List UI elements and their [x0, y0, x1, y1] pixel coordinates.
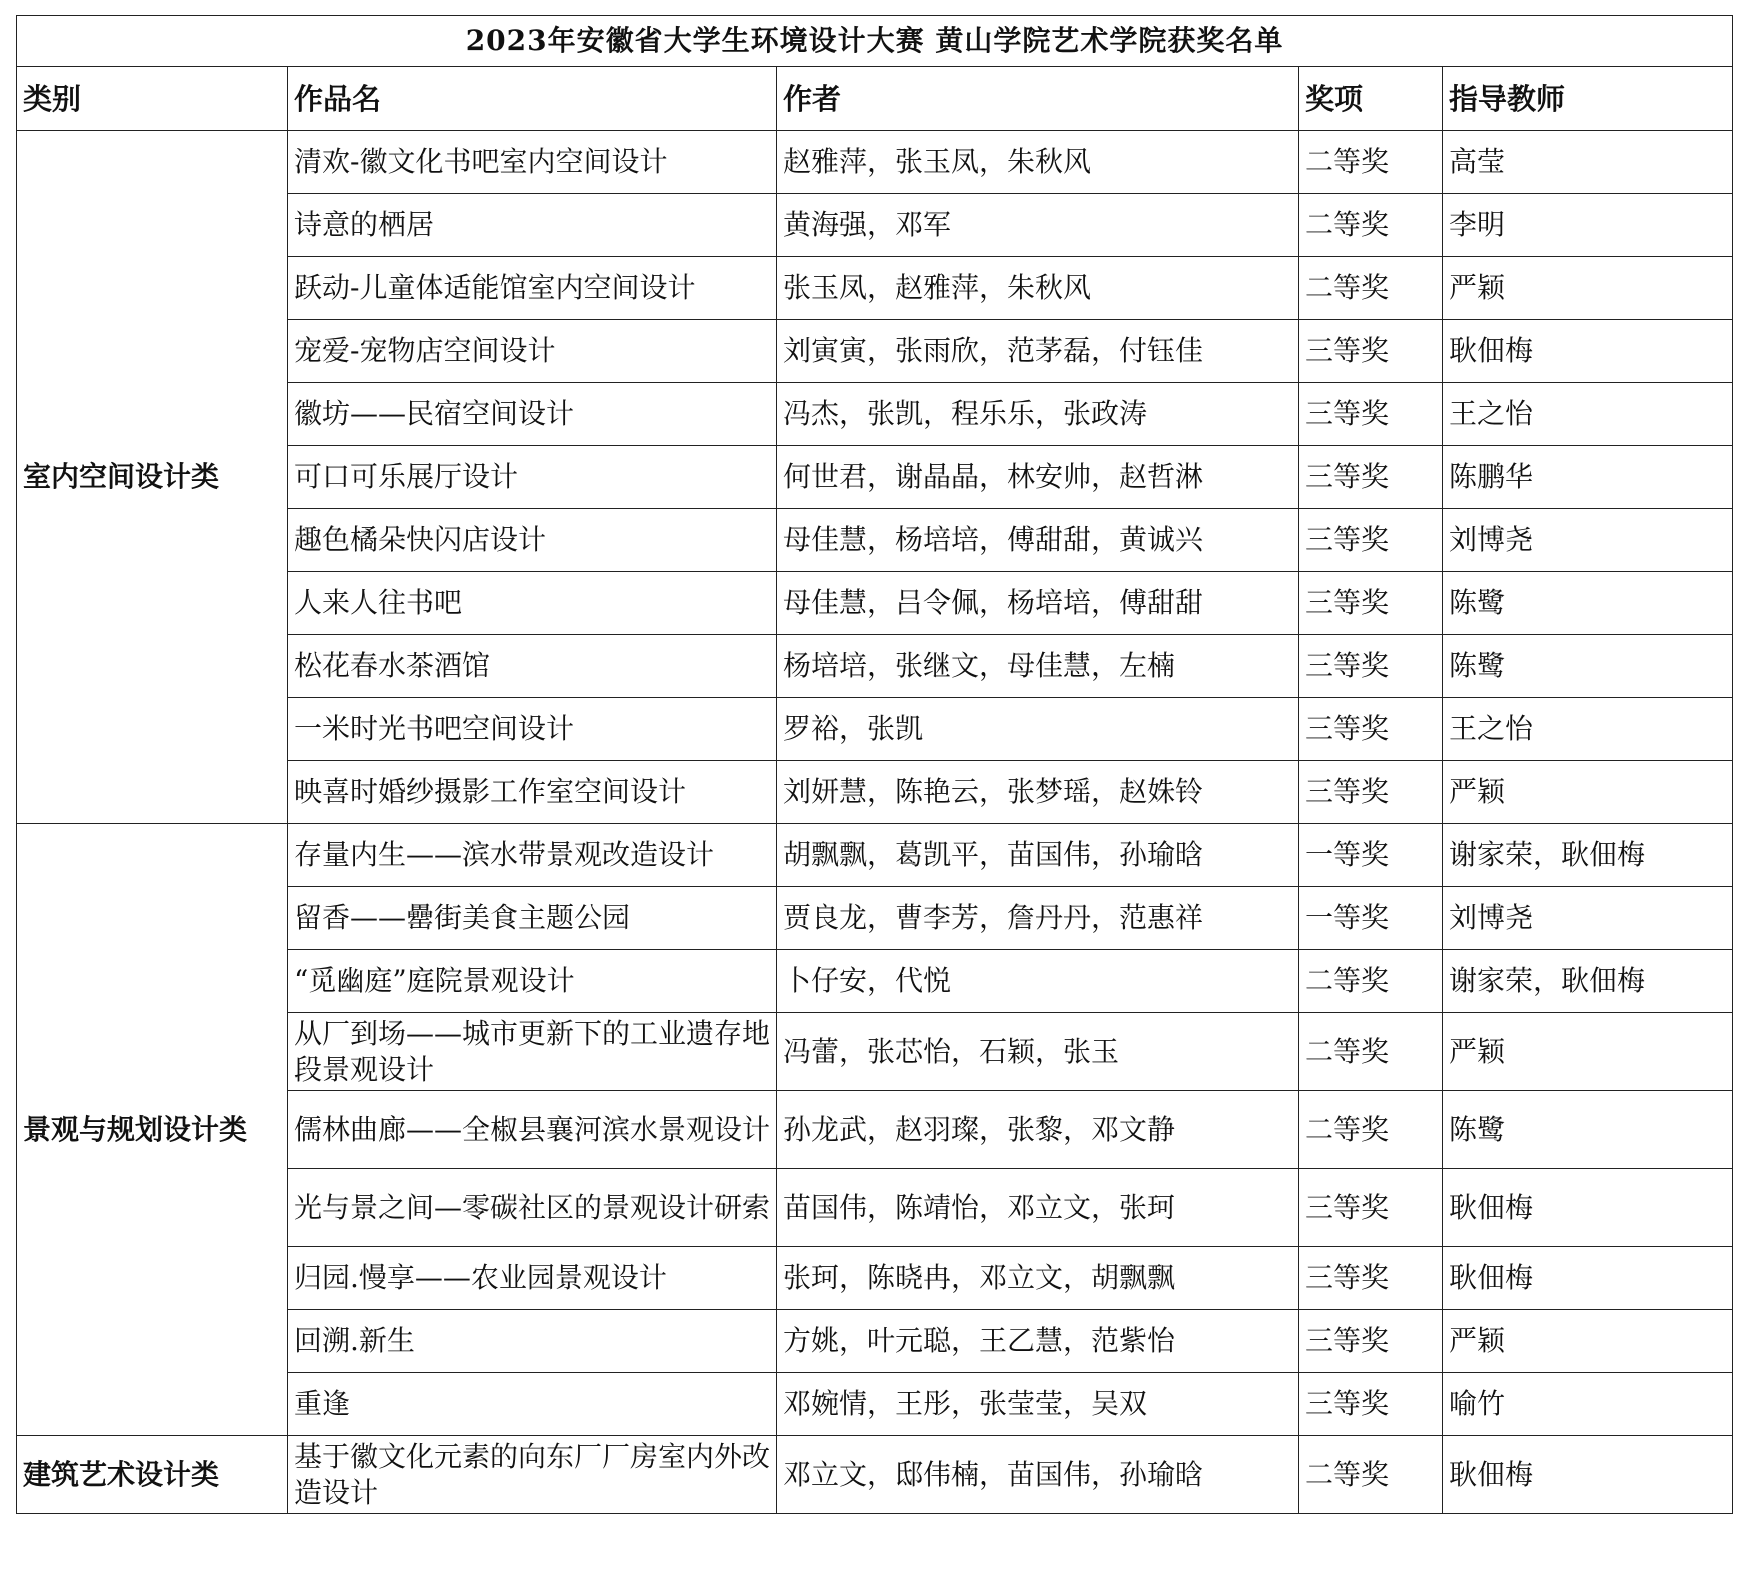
table-title: 2023年安徽省大学生环境设计大赛 黄山学院艺术学院获奖名单	[17, 16, 1733, 67]
work-name-cell: “觅幽庭”庭院景观设计	[288, 950, 777, 1013]
authors-cell: 母佳慧，吕令佩，杨培培，傅甜甜	[777, 572, 1299, 635]
award-cell: 三等奖	[1299, 635, 1443, 698]
table-row	[17, 1436, 1733, 1514]
teacher-cell: 陈鹭	[1443, 572, 1733, 635]
authors-cell: 罗裕，张凯	[777, 698, 1299, 761]
work-name-cell: 清欢-徽文化书吧室内空间设计	[288, 131, 777, 194]
authors-cell: 母佳慧，杨培培，傅甜甜，黄诚兴	[777, 509, 1299, 572]
work-name-cell: 儒林曲廊——全椒县襄河滨水景观设计	[288, 1091, 777, 1169]
authors-cell: 邓婉情，王彤，张莹莹，吴双	[777, 1373, 1299, 1436]
title-row	[17, 16, 1733, 67]
category-cell: 室内空间设计类	[17, 131, 288, 824]
authors-cell: 刘妍慧，陈艳云，张梦瑶，赵姝铃	[777, 761, 1299, 824]
authors-cell: 杨培培，张继文，母佳慧，左楠	[777, 635, 1299, 698]
award-cell: 三等奖	[1299, 383, 1443, 446]
work-name-cell: 可口可乐展厅设计	[288, 446, 777, 509]
award-cell: 三等奖	[1299, 761, 1443, 824]
teacher-cell: 王之怡	[1443, 698, 1733, 761]
award-cell: 三等奖	[1299, 320, 1443, 383]
category-cell: 景观与规划设计类	[17, 824, 288, 1436]
authors-cell: 贾良龙，曹李芳，詹丹丹，范惠祥	[777, 887, 1299, 950]
award-table	[16, 15, 1733, 1514]
work-name-cell: 趣色橘朵快闪店设计	[288, 509, 777, 572]
work-name-cell: 徽坊——民宿空间设计	[288, 383, 777, 446]
teacher-cell: 谢家荣，耿佃梅	[1443, 950, 1733, 1013]
authors-cell: 胡飘飘，葛凯平，苗国伟，孙瑜晗	[777, 824, 1299, 887]
authors-cell: 邓立文，邸伟楠，苗国伟，孙瑜晗	[777, 1436, 1299, 1514]
teacher-cell: 陈鹭	[1443, 635, 1733, 698]
award-cell: 三等奖	[1299, 1169, 1443, 1247]
work-name-cell: 一米时光书吧空间设计	[288, 698, 777, 761]
authors-cell: 冯蕾，张芯怡，石颖，张玉	[777, 1013, 1299, 1091]
teacher-cell: 刘博尧	[1443, 509, 1733, 572]
authors-cell: 张珂，陈晓冉，邓立文，胡飘飘	[777, 1247, 1299, 1310]
header-work-name: 作品名	[288, 67, 777, 131]
header-authors: 作者	[777, 67, 1299, 131]
authors-cell: 方姚，叶元聪，王乙慧，范紫怡	[777, 1310, 1299, 1373]
teacher-cell: 陈鹏华	[1443, 446, 1733, 509]
award-cell: 三等奖	[1299, 509, 1443, 572]
teacher-cell: 严颖	[1443, 1310, 1733, 1373]
authors-cell: 张玉凤，赵雅萍，朱秋风	[777, 257, 1299, 320]
award-cell: 二等奖	[1299, 1436, 1443, 1514]
header-category: 类别	[17, 67, 288, 131]
work-name-cell: 映喜时婚纱摄影工作室空间设计	[288, 761, 777, 824]
table-row	[17, 131, 1733, 194]
authors-cell: 苗国伟，陈靖怡，邓立文，张珂	[777, 1169, 1299, 1247]
work-name-cell: 重逢	[288, 1373, 777, 1436]
teacher-cell: 刘博尧	[1443, 887, 1733, 950]
work-name-cell: 光与景之间—零碳社区的景观设计研索	[288, 1169, 777, 1247]
award-cell: 二等奖	[1299, 131, 1443, 194]
award-cell: 三等奖	[1299, 446, 1443, 509]
header-row	[17, 67, 1733, 131]
work-name-cell: 诗意的栖居	[288, 194, 777, 257]
award-cell: 三等奖	[1299, 1247, 1443, 1310]
header-teacher: 指导教师	[1443, 67, 1733, 131]
work-name-cell: 从厂到场——城市更新下的工业遗存地段景观设计	[288, 1013, 777, 1091]
teacher-cell: 喻竹	[1443, 1373, 1733, 1436]
award-cell: 一等奖	[1299, 887, 1443, 950]
teacher-cell: 谢家荣，耿佃梅	[1443, 824, 1733, 887]
category-cell: 建筑艺术设计类	[17, 1436, 288, 1514]
award-cell: 一等奖	[1299, 824, 1443, 887]
authors-cell: 孙龙武，赵羽璨，张黎，邓文静	[777, 1091, 1299, 1169]
authors-cell: 何世君，谢晶晶，林安帅，赵哲淋	[777, 446, 1299, 509]
award-cell: 二等奖	[1299, 1013, 1443, 1091]
work-name-cell: 松花春水茶酒馆	[288, 635, 777, 698]
teacher-cell: 王之怡	[1443, 383, 1733, 446]
authors-cell: 卜仔安，代悦	[777, 950, 1299, 1013]
award-cell: 二等奖	[1299, 1091, 1443, 1169]
teacher-cell: 陈鹭	[1443, 1091, 1733, 1169]
teacher-cell: 严颖	[1443, 1013, 1733, 1091]
teacher-cell: 高莹	[1443, 131, 1733, 194]
work-name-cell: 归园.慢享——农业园景观设计	[288, 1247, 777, 1310]
award-cell: 三等奖	[1299, 1310, 1443, 1373]
work-name-cell: 跃动-儿童体适能馆室内空间设计	[288, 257, 777, 320]
teacher-cell: 耿佃梅	[1443, 1169, 1733, 1247]
work-name-cell: 基于徽文化元素的向东厂厂房室内外改造设计	[288, 1436, 777, 1514]
table-row	[17, 824, 1733, 887]
award-cell: 二等奖	[1299, 950, 1443, 1013]
authors-cell: 冯杰，张凯，程乐乐，张政涛	[777, 383, 1299, 446]
award-cell: 三等奖	[1299, 1373, 1443, 1436]
award-cell: 二等奖	[1299, 257, 1443, 320]
authors-cell: 刘寅寅，张雨欣，范茅磊，付钰佳	[777, 320, 1299, 383]
award-cell: 二等奖	[1299, 194, 1443, 257]
authors-cell: 赵雅萍，张玉凤，朱秋风	[777, 131, 1299, 194]
teacher-cell: 李明	[1443, 194, 1733, 257]
work-name-cell: 存量内生——滨水带景观改造设计	[288, 824, 777, 887]
award-cell: 三等奖	[1299, 698, 1443, 761]
authors-cell: 黄海强，邓军	[777, 194, 1299, 257]
teacher-cell: 严颖	[1443, 761, 1733, 824]
work-name-cell: 留香——罍街美食主题公园	[288, 887, 777, 950]
header-award: 奖项	[1299, 67, 1443, 131]
work-name-cell: 人来人往书吧	[288, 572, 777, 635]
award-cell: 三等奖	[1299, 572, 1443, 635]
teacher-cell: 严颖	[1443, 257, 1733, 320]
work-name-cell: 宠爱-宠物店空间设计	[288, 320, 777, 383]
teacher-cell: 耿佃梅	[1443, 1436, 1733, 1514]
teacher-cell: 耿佃梅	[1443, 1247, 1733, 1310]
work-name-cell: 回溯.新生	[288, 1310, 777, 1373]
teacher-cell: 耿佃梅	[1443, 320, 1733, 383]
